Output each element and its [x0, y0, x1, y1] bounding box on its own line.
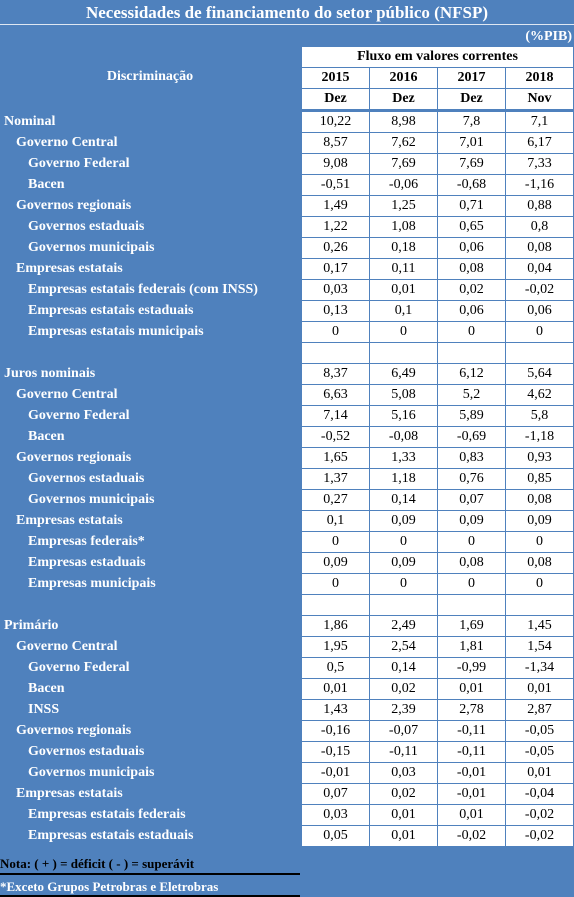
- value-cell: 1,33: [370, 448, 437, 468]
- value-cell: 0,09: [438, 511, 505, 531]
- value-cell: 1,22: [302, 217, 369, 237]
- row-label: Governos estaduais: [28, 219, 145, 234]
- value-cell: 7,33: [506, 154, 573, 174]
- value-cell: 0,09: [302, 553, 369, 573]
- value-cell: 1,49: [302, 196, 369, 216]
- value-cell: 7,69: [370, 154, 437, 174]
- value-cell: 0,07: [302, 784, 369, 804]
- value-cell: 8,57: [302, 133, 369, 153]
- row-label: Governos municipais: [28, 765, 155, 780]
- value-cell: 0,08: [438, 553, 505, 573]
- value-cell: -0,68: [438, 175, 505, 195]
- value-cell: 2,54: [370, 637, 437, 657]
- value-cell: [302, 343, 369, 363]
- value-cell: 0,27: [302, 490, 369, 510]
- value-cell: 0: [370, 532, 437, 552]
- value-cell: 0: [302, 322, 369, 342]
- value-cell: -0,02: [506, 280, 573, 300]
- value-cell: -0,51: [302, 175, 369, 195]
- value-cell: -0,01: [302, 763, 369, 783]
- value-cell: 5,8: [506, 406, 573, 426]
- value-cell: [438, 595, 505, 615]
- row-label: Empresas estaduais: [28, 555, 146, 570]
- value-cell: -0,04: [506, 784, 573, 804]
- value-cell: 0: [302, 574, 369, 594]
- value-cell: 0,09: [506, 511, 573, 531]
- value-cell: 10,22: [302, 112, 369, 132]
- value-cell: 5,89: [438, 406, 505, 426]
- note-divider: [0, 873, 300, 875]
- value-cell: 1,81: [438, 637, 505, 657]
- value-cell: [506, 595, 573, 615]
- row-label: Governo Central: [16, 387, 118, 402]
- row-label: Juros nominais: [4, 366, 96, 381]
- value-cell: 2,78: [438, 700, 505, 720]
- value-cell: 0,14: [370, 658, 437, 678]
- value-cell: -1,34: [506, 658, 573, 678]
- value-cell: 0: [438, 574, 505, 594]
- row-label: Empresas estatais federais: [28, 807, 186, 822]
- value-cell: 4,62: [506, 385, 573, 405]
- value-cell: -0,08: [370, 427, 437, 447]
- value-cell: -1,16: [506, 175, 573, 195]
- value-cell: -0,11: [370, 742, 437, 762]
- row-label: Empresas estatais estaduais: [28, 828, 194, 843]
- value-cell: -0,16: [302, 721, 369, 741]
- value-cell: 0,02: [438, 280, 505, 300]
- value-cell: 0,11: [370, 259, 437, 279]
- value-cell: 0,83: [438, 448, 505, 468]
- row-label: INSS: [28, 702, 60, 717]
- value-cell: 0,13: [302, 301, 369, 321]
- row-label: Governos municipais: [28, 240, 155, 255]
- month-header: Dez: [370, 89, 437, 109]
- value-cell: 1,25: [370, 196, 437, 216]
- value-cell: 0,65: [438, 217, 505, 237]
- value-cell: -1,18: [506, 427, 573, 447]
- value-cell: 0,08: [506, 238, 573, 258]
- row-label: Bacen: [28, 177, 65, 192]
- value-cell: 0,07: [438, 490, 505, 510]
- value-cell: 0,03: [302, 280, 369, 300]
- value-cell: 2,87: [506, 700, 573, 720]
- value-cell: [302, 595, 369, 615]
- value-cell: 9,08: [302, 154, 369, 174]
- value-cell: 0,01: [302, 679, 369, 699]
- value-cell: 5,16: [370, 406, 437, 426]
- row-label: Empresas federais*: [28, 534, 145, 549]
- value-cell: 0: [438, 532, 505, 552]
- value-cell: 0,5: [302, 658, 369, 678]
- row-label: Empresas estatais: [16, 261, 123, 276]
- value-cell: 0,76: [438, 469, 505, 489]
- value-cell: 6,12: [438, 364, 505, 384]
- value-cell: 0,18: [370, 238, 437, 258]
- group-header: Fluxo em valores correntes: [302, 47, 573, 67]
- row-label: Governos regionais: [16, 198, 132, 213]
- value-cell: 5,64: [506, 364, 573, 384]
- value-cell: -0,01: [438, 763, 505, 783]
- value-cell: 0,08: [506, 553, 573, 573]
- row-label: Bacen: [28, 429, 65, 444]
- value-cell: 0,1: [302, 511, 369, 531]
- row-label: Empresas estatais federais (com INSS): [28, 282, 258, 297]
- value-cell: 0,01: [438, 805, 505, 825]
- value-cell: [370, 343, 437, 363]
- month-header: Nov: [506, 89, 573, 109]
- year-header: 2017: [438, 68, 505, 88]
- value-cell: 8,37: [302, 364, 369, 384]
- row-label: Empresas estatais municipais: [28, 324, 204, 339]
- note-text: Nota: ( + ) = déficit ( - ) = superávit: [0, 856, 195, 871]
- value-cell: 0,09: [370, 553, 437, 573]
- value-cell: [438, 343, 505, 363]
- value-cell: 7,1: [506, 112, 573, 132]
- value-cell: 0: [438, 322, 505, 342]
- value-cell: 0,08: [438, 259, 505, 279]
- value-cell: 0: [370, 574, 437, 594]
- value-cell: 0,03: [370, 763, 437, 783]
- value-cell: 2,39: [370, 700, 437, 720]
- value-cell: 7,14: [302, 406, 369, 426]
- value-cell: 0,06: [506, 301, 573, 321]
- row-label: Governo Central: [16, 639, 118, 654]
- row-label: Governos estaduais: [28, 471, 145, 486]
- value-cell: 6,63: [302, 385, 369, 405]
- row-label: Empresas municipais: [28, 576, 156, 591]
- value-cell: 1,95: [302, 637, 369, 657]
- value-cell: -0,02: [506, 805, 573, 825]
- value-cell: -0,52: [302, 427, 369, 447]
- row-label: Primário: [4, 618, 59, 633]
- value-cell: -0,05: [506, 742, 573, 762]
- value-cell: 0,04: [506, 259, 573, 279]
- row-label: Governos estaduais: [28, 744, 145, 759]
- value-cell: 0,1: [370, 301, 437, 321]
- value-cell: -0,11: [438, 721, 505, 741]
- value-cell: 0,08: [506, 490, 573, 510]
- row-label: Governo Federal: [28, 156, 130, 171]
- row-label: Governo Central: [16, 135, 118, 150]
- value-cell: 8,98: [370, 112, 437, 132]
- value-cell: 0: [506, 574, 573, 594]
- value-cell: 1,43: [302, 700, 369, 720]
- value-cell: 0: [302, 532, 369, 552]
- row-label: Empresas estatais estaduais: [28, 303, 194, 318]
- row-label: Governo Federal: [28, 660, 130, 675]
- value-cell: 1,69: [438, 616, 505, 636]
- value-cell: 0,01: [370, 826, 437, 846]
- footnote-text: *Exceto Grupos Petrobras e Eletrobras: [0, 879, 219, 894]
- value-cell: 0,26: [302, 238, 369, 258]
- value-cell: 7,69: [438, 154, 505, 174]
- value-cell: 0,01: [370, 280, 437, 300]
- row-label: Governos municipais: [28, 492, 155, 507]
- value-cell: 1,86: [302, 616, 369, 636]
- row-label: Governo Federal: [28, 408, 130, 423]
- value-cell: 7,62: [370, 133, 437, 153]
- value-cell: 0,88: [506, 196, 573, 216]
- row-label: [0, 343, 4, 363]
- year-header: 2016: [370, 68, 437, 88]
- value-cell: 0,01: [506, 763, 573, 783]
- value-cell: 1,45: [506, 616, 573, 636]
- value-cell: 0,02: [370, 679, 437, 699]
- row-label: [0, 595, 4, 615]
- row-label: Governos regionais: [16, 723, 132, 738]
- value-cell: 0: [506, 532, 573, 552]
- value-cell: 6,17: [506, 133, 573, 153]
- value-cell: 0,93: [506, 448, 573, 468]
- value-cell: 0,09: [370, 511, 437, 531]
- value-cell: -0,02: [438, 826, 505, 846]
- value-cell: -0,01: [438, 784, 505, 804]
- value-cell: 0,05: [302, 826, 369, 846]
- value-cell: -0,07: [370, 721, 437, 741]
- value-cell: -0,02: [506, 826, 573, 846]
- value-cell: 5,2: [438, 385, 505, 405]
- unit-label: (%PIB): [525, 29, 572, 44]
- row-label: Empresas estatais: [16, 513, 123, 528]
- value-cell: 0: [370, 322, 437, 342]
- value-cell: -0,05: [506, 721, 573, 741]
- value-cell: 0,14: [370, 490, 437, 510]
- value-cell: 0,8: [506, 217, 573, 237]
- table-title: Necessidades de financiamento do setor público (NFSP): [0, 0, 574, 25]
- value-cell: 0,17: [302, 259, 369, 279]
- month-header: Dez: [438, 89, 505, 109]
- value-cell: -0,15: [302, 742, 369, 762]
- value-cell: [370, 595, 437, 615]
- value-cell: 1,54: [506, 637, 573, 657]
- value-cell: 0: [506, 322, 573, 342]
- value-cell: -0,99: [438, 658, 505, 678]
- row-label-header: Discriminação: [106, 69, 194, 84]
- value-cell: 1,18: [370, 469, 437, 489]
- value-cell: 0,85: [506, 469, 573, 489]
- value-cell: 1,08: [370, 217, 437, 237]
- value-cell: 5,08: [370, 385, 437, 405]
- value-cell: 0,01: [506, 679, 573, 699]
- row-label: Empresas estatais: [16, 786, 123, 801]
- value-cell: 7,8: [438, 112, 505, 132]
- value-cell: -0,11: [438, 742, 505, 762]
- value-cell: 6,49: [370, 364, 437, 384]
- value-cell: 0,01: [370, 805, 437, 825]
- value-cell: 2,49: [370, 616, 437, 636]
- month-header: Dez: [302, 89, 369, 109]
- row-label: Bacen: [28, 681, 65, 696]
- value-cell: 0,02: [370, 784, 437, 804]
- row-label: Governos regionais: [16, 450, 132, 465]
- value-cell: 0,01: [438, 679, 505, 699]
- value-cell: 1,37: [302, 469, 369, 489]
- value-cell: [506, 343, 573, 363]
- year-header: 2015: [302, 68, 369, 88]
- value-cell: 0,06: [438, 238, 505, 258]
- row-label: Nominal: [4, 114, 56, 129]
- value-cell: -0,06: [370, 175, 437, 195]
- value-cell: -0,69: [438, 427, 505, 447]
- value-cell: 0,06: [438, 301, 505, 321]
- year-header: 2018: [506, 68, 573, 88]
- value-cell: 0,03: [302, 805, 369, 825]
- value-cell: 0,71: [438, 196, 505, 216]
- value-cell: 1,65: [302, 448, 369, 468]
- value-cell: 7,01: [438, 133, 505, 153]
